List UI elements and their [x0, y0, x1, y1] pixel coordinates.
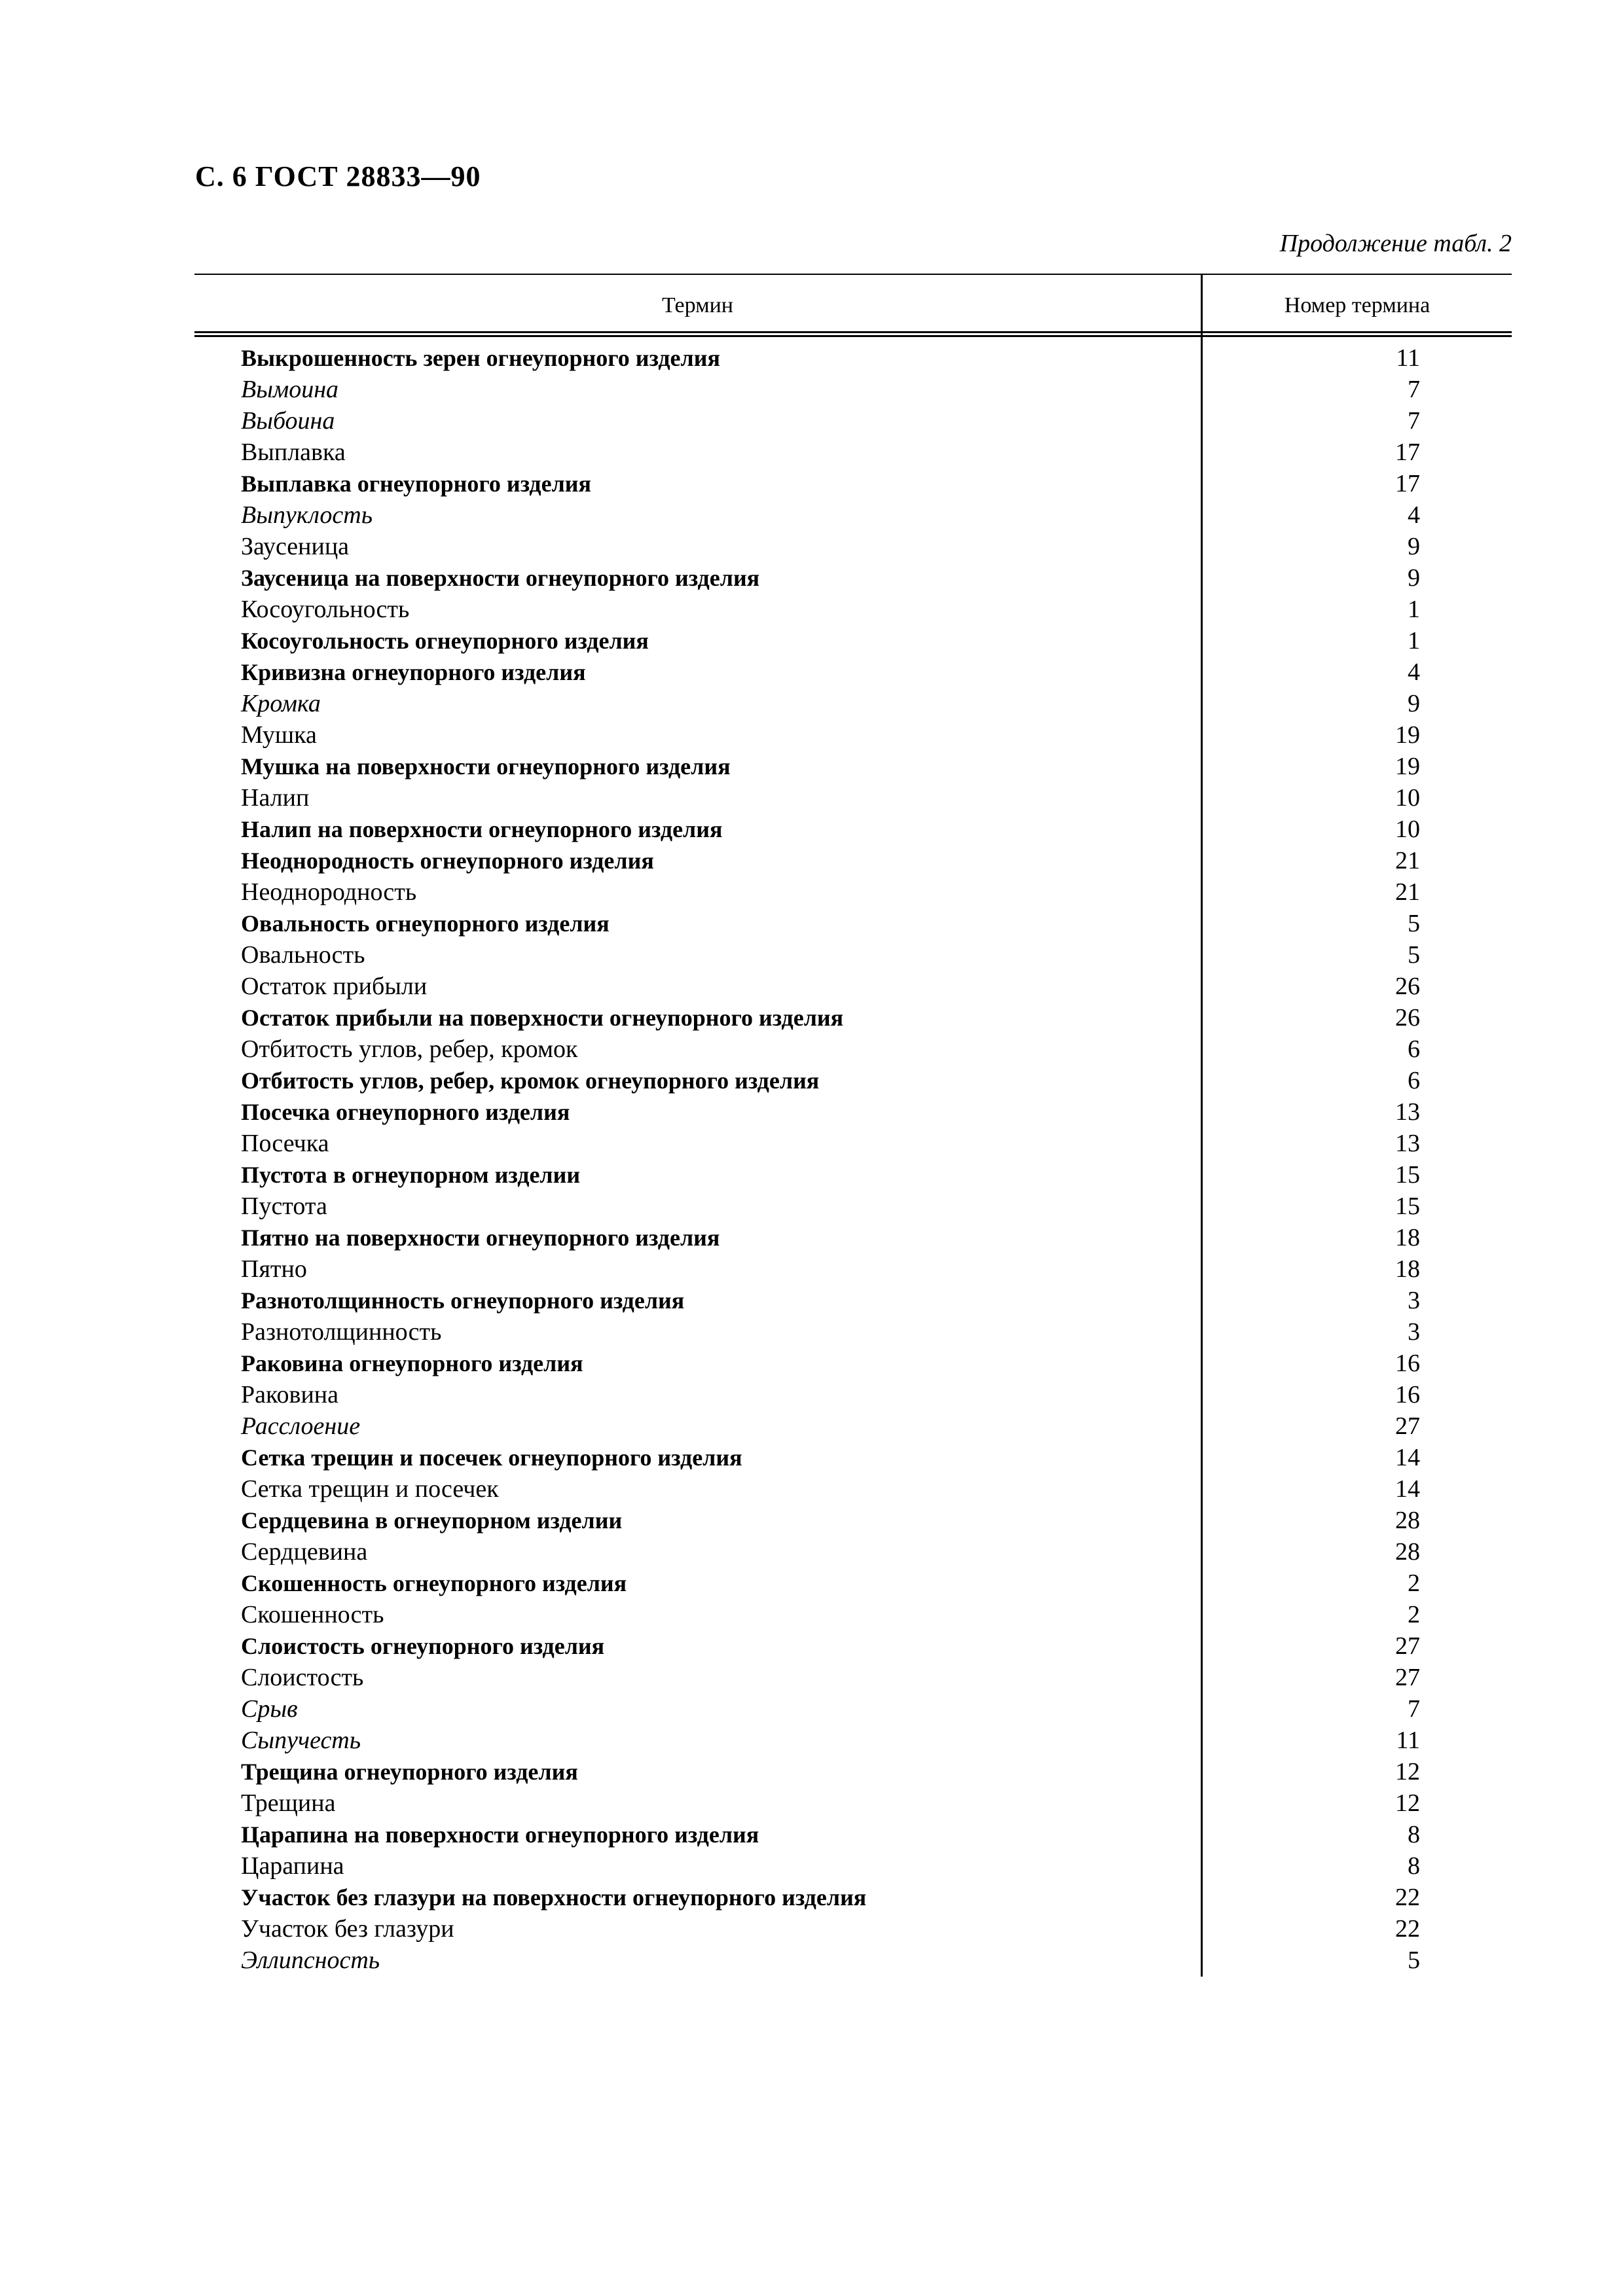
- table-row: [194, 1191, 1512, 1222]
- table-row: [194, 1945, 1512, 1976]
- term-cell: Эллипсность: [241, 1946, 380, 1974]
- table-row: [194, 1505, 1512, 1536]
- term-number-cell: 28: [1395, 1538, 1420, 1566]
- term-number-cell: 27: [1395, 1632, 1420, 1660]
- term-number-cell: 7: [1408, 1695, 1420, 1723]
- term-cell: Овальность: [241, 941, 365, 969]
- term-cell: Слоистость огнеупорного изделия: [241, 1633, 605, 1659]
- term-number-cell: 27: [1395, 1412, 1420, 1440]
- term-cell: Посечка огнеупорного изделия: [241, 1099, 570, 1125]
- term-cell: Трещина: [241, 1789, 336, 1817]
- term-cell: Пятно: [241, 1255, 307, 1283]
- term-number-cell: 4: [1408, 658, 1420, 686]
- term-number-cell: 4: [1408, 501, 1420, 529]
- term-number-cell: 5: [1408, 941, 1420, 969]
- term-number-cell: 6: [1408, 1067, 1420, 1094]
- term-cell: Царапина на поверхности огнеупорного изделия: [241, 1821, 759, 1848]
- term-cell: Разнотолщинность огнеупорного изделия: [241, 1287, 685, 1314]
- term-cell: Участок без глазури на поверхности огнеупорного изделия: [241, 1884, 867, 1910]
- term-number-cell: 14: [1395, 1475, 1420, 1503]
- term-number-cell: 3: [1408, 1287, 1420, 1314]
- term-cell: Раковина: [241, 1381, 339, 1408]
- table-row: [194, 1725, 1512, 1756]
- term-cell: Расслоение: [241, 1412, 361, 1440]
- table-row: [194, 594, 1512, 625]
- term-number-cell: 11: [1396, 1727, 1420, 1754]
- term-cell: Сетка трещин и посечек: [241, 1475, 499, 1503]
- table-row: [194, 1033, 1512, 1065]
- table-row: [194, 374, 1512, 405]
- term-cell: Участок без глазури: [241, 1915, 454, 1943]
- term-number-cell: 5: [1408, 910, 1420, 937]
- table-row: [194, 876, 1512, 908]
- table-header-rule: [194, 331, 1512, 333]
- table-row: [194, 342, 1512, 374]
- term-number-cell: 3: [1408, 1318, 1420, 1346]
- term-cell: Сыпучесть: [241, 1727, 361, 1754]
- terms-table: [194, 274, 1512, 1977]
- term-number-cell: 10: [1395, 784, 1420, 812]
- term-number-cell: 16: [1395, 1350, 1420, 1377]
- term-number-cell: 18: [1395, 1255, 1420, 1283]
- table-row: [194, 751, 1512, 782]
- term-cell: Выбоина: [241, 407, 335, 435]
- term-cell: Сердцевина в огнеупорном изделии: [241, 1507, 623, 1534]
- term-cell: Сердцевина: [241, 1538, 368, 1566]
- term-cell: Налип на поверхности огнеупорного изделия: [241, 816, 723, 842]
- table-row: [194, 1253, 1512, 1285]
- term-number-cell: 13: [1395, 1130, 1420, 1157]
- term-cell: Овальность огнеупорного изделия: [241, 910, 610, 937]
- term-cell: Косоугольность огнеупорного изделия: [241, 628, 649, 654]
- term-number-cell: 14: [1395, 1444, 1420, 1471]
- table-body: [194, 342, 1512, 1976]
- table-row: [194, 656, 1512, 688]
- term-number-cell: 17: [1395, 439, 1420, 466]
- term-number-cell: 10: [1395, 816, 1420, 843]
- table-row: [194, 1410, 1512, 1442]
- table-row: [194, 719, 1512, 751]
- column-header-term: Термин: [662, 293, 733, 317]
- table-row: [194, 1442, 1512, 1473]
- table-row: [194, 1536, 1512, 1568]
- table-row: [194, 1002, 1512, 1033]
- term-number-cell: 8: [1408, 1821, 1420, 1848]
- table-top-rule: [194, 274, 1512, 275]
- term-cell: Отбитость углов, ребер, кромок огнеупорного изделия: [241, 1067, 820, 1094]
- term-number-cell: 2: [1408, 1601, 1420, 1628]
- term-cell: Кромка: [241, 690, 321, 717]
- term-cell: Пустота в огнеупорном изделии: [241, 1162, 581, 1188]
- term-number-cell: 9: [1408, 564, 1420, 592]
- table-row: [194, 1348, 1512, 1379]
- term-cell: Выплавка огнеупорного изделия: [241, 471, 591, 497]
- table-row: [194, 1159, 1512, 1191]
- page-header: С. 6 ГОСТ 28833—90: [195, 160, 481, 192]
- term-cell: Налип: [241, 784, 310, 812]
- table-row: [194, 1882, 1512, 1913]
- table-row: [194, 468, 1512, 499]
- term-number-cell: 16: [1395, 1381, 1420, 1408]
- term-cell: Пустота: [241, 1193, 327, 1220]
- term-cell: Выкрошенность зерен огнеупорного изделия: [241, 345, 720, 371]
- term-cell: Заусеница: [241, 533, 350, 560]
- table-row: [194, 1285, 1512, 1316]
- term-cell: Пятно на поверхности огнеупорного изделия: [241, 1225, 720, 1251]
- term-number-cell: 19: [1395, 721, 1420, 749]
- table-row: [194, 845, 1512, 876]
- table-row: [194, 531, 1512, 562]
- term-number-cell: 9: [1408, 690, 1420, 717]
- table-row: [194, 814, 1512, 845]
- table-row: [194, 1473, 1512, 1505]
- term-cell: Неоднородность огнеупорного изделия: [241, 848, 654, 874]
- term-cell: Косоугольность: [241, 596, 410, 623]
- table-row: [194, 1913, 1512, 1945]
- table-row: [194, 1787, 1512, 1819]
- term-number-cell: 26: [1395, 973, 1420, 1000]
- term-cell: Выплавка: [241, 439, 346, 466]
- table-row: [194, 625, 1512, 656]
- term-number-cell: 18: [1395, 1224, 1420, 1251]
- term-number-cell: 27: [1395, 1664, 1420, 1691]
- term-number-cell: 19: [1395, 753, 1420, 780]
- term-cell: Сетка трещин и посечек огнеупорного изделия: [241, 1444, 742, 1471]
- table-row: [194, 939, 1512, 971]
- term-cell: Трещина огнеупорного изделия: [241, 1759, 578, 1785]
- term-number-cell: 13: [1395, 1098, 1420, 1126]
- term-cell: Слоистость: [241, 1664, 364, 1691]
- table-row: [194, 1128, 1512, 1159]
- term-cell: Царапина: [241, 1852, 344, 1880]
- table-row: [194, 499, 1512, 531]
- term-number-cell: 21: [1395, 878, 1420, 906]
- term-cell: Вымоина: [241, 376, 339, 403]
- table-row: [194, 1222, 1512, 1253]
- term-number-cell: 28: [1395, 1507, 1420, 1534]
- table-row: [194, 1662, 1512, 1693]
- table-row: [194, 1316, 1512, 1348]
- term-cell: Посечка: [241, 1130, 329, 1157]
- table-row: [194, 908, 1512, 939]
- term-number-cell: 15: [1395, 1193, 1420, 1220]
- term-number-cell: 2: [1408, 1570, 1420, 1597]
- term-number-cell: 1: [1408, 627, 1420, 655]
- term-number-cell: 1: [1408, 596, 1420, 623]
- table-row: [194, 1096, 1512, 1128]
- term-number-cell: 7: [1408, 407, 1420, 435]
- table-row: [194, 1599, 1512, 1630]
- table-row: [194, 971, 1512, 1002]
- term-cell: Скошенность: [241, 1601, 384, 1628]
- table-row: [194, 782, 1512, 814]
- table-row: [194, 437, 1512, 468]
- term-cell: Отбитость углов, ребер, кромок: [241, 1035, 578, 1063]
- column-header-number: Номер термина: [1284, 293, 1431, 317]
- table-row: [194, 1850, 1512, 1882]
- term-number-cell: 7: [1408, 376, 1420, 403]
- term-cell: Остаток прибыли: [241, 973, 428, 1000]
- term-cell: Раковина огнеупорного изделия: [241, 1350, 583, 1376]
- table-row: [194, 1379, 1512, 1410]
- table-row: [194, 1819, 1512, 1850]
- table-row: [194, 562, 1512, 594]
- term-number-cell: 26: [1395, 1004, 1420, 1031]
- term-cell: Заусеница на поверхности огнеупорного изделия: [241, 565, 760, 591]
- term-cell: Мушка на поверхности огнеупорного изделия: [241, 753, 731, 780]
- term-number-cell: 6: [1408, 1035, 1420, 1063]
- term-number-cell: 11: [1396, 344, 1420, 372]
- table-row: [194, 1756, 1512, 1787]
- term-number-cell: 22: [1395, 1884, 1420, 1911]
- term-number-cell: 12: [1395, 1758, 1420, 1785]
- term-cell: Скошенность огнеупорного изделия: [241, 1570, 627, 1596]
- term-cell: Разнотолщинность: [241, 1318, 442, 1346]
- table-row: [194, 1065, 1512, 1096]
- term-number-cell: 22: [1395, 1915, 1420, 1943]
- term-cell: Выпуклость: [241, 501, 373, 529]
- term-cell: Неоднородность: [241, 878, 417, 906]
- term-number-cell: 17: [1395, 470, 1420, 497]
- term-number-cell: 21: [1395, 847, 1420, 874]
- table-header-rule-second: [194, 335, 1512, 337]
- table-row: [194, 688, 1512, 719]
- term-number-cell: 12: [1395, 1789, 1420, 1817]
- term-cell: Мушка: [241, 721, 317, 749]
- table-continuation-note: Продолжение табл. 2: [1279, 230, 1512, 257]
- term-cell: Остаток прибыли на поверхности огнеупорного изделия: [241, 1005, 844, 1031]
- table-row: [194, 1693, 1512, 1725]
- term-number-cell: 15: [1395, 1161, 1420, 1189]
- table-row: [194, 1630, 1512, 1662]
- term-number-cell: 9: [1408, 533, 1420, 560]
- term-cell: Срыв: [241, 1695, 298, 1723]
- term-number-cell: 5: [1408, 1946, 1420, 1974]
- term-cell: Кривизна огнеупорного изделия: [241, 659, 586, 685]
- table-row: [194, 1568, 1512, 1599]
- term-number-cell: 8: [1408, 1852, 1420, 1880]
- table-row: [194, 405, 1512, 437]
